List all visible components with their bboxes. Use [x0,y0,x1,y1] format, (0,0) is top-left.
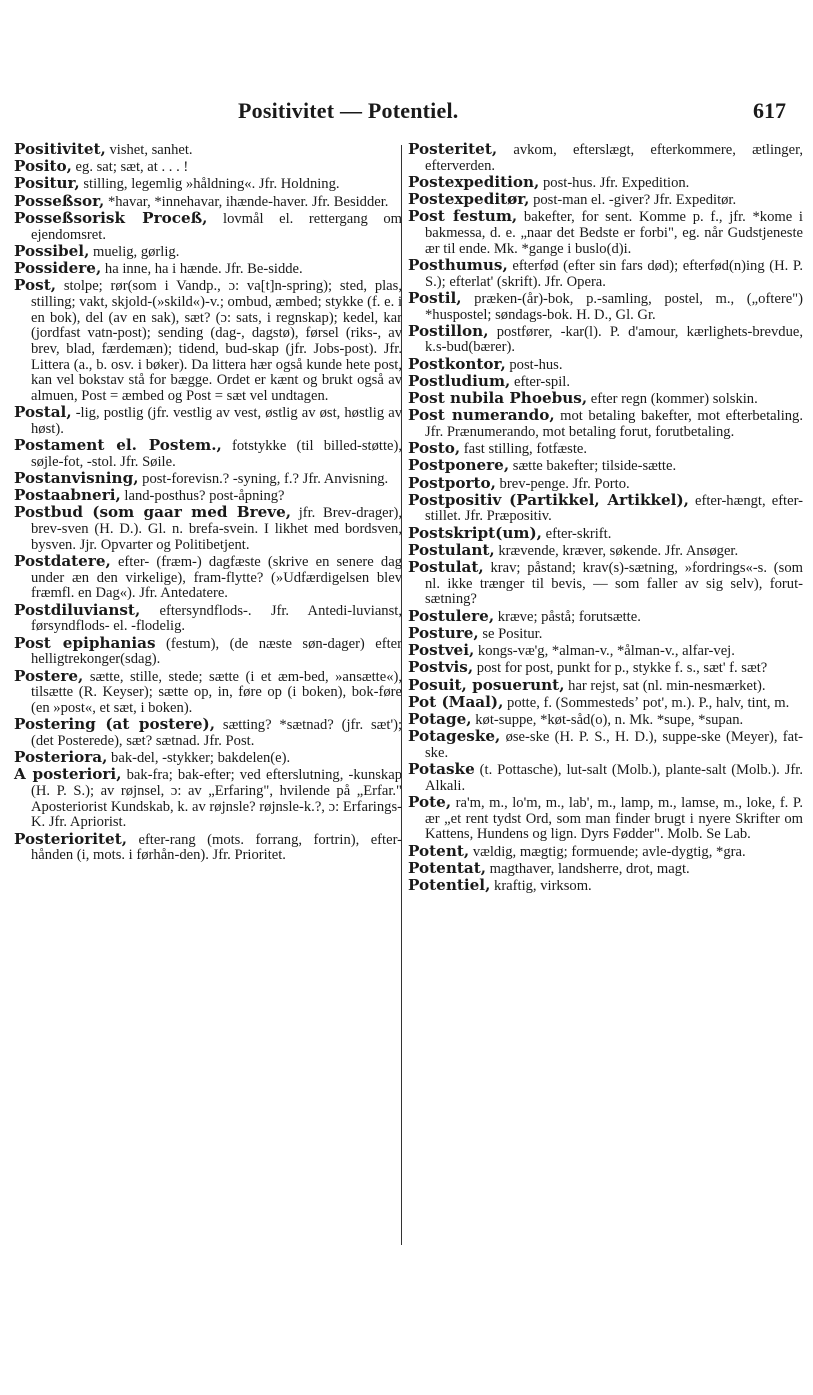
definition: brev-penge. Jfr. Porto. [495,475,630,492]
headword: Posteriora, [14,748,108,767]
running-head: Positivitet — Potentiel. [238,98,459,123]
definition: (festum), (de næste søn-dager) efter helligtrekonger(sdag). [31,635,402,668]
dictionary-entry [408,458,803,475]
definition: eftersyndflods-. Jfr. Antedi-luvianst, førsyndflods- el. -flodelig. [31,602,402,635]
headword: Potaske [408,760,475,779]
dictionary-entry [408,142,803,174]
headword: Postexpeditør, [408,190,530,209]
dictionary-entry [408,490,804,525]
definition: potte, f. (Sommestedsʼ pot', m.). P., halv, tint, m. [503,694,790,711]
headword: Post nubila Phoebus, [408,389,588,408]
definition: post-forevisn.? -syning, f.? Jfr. Anvisning. [138,471,389,488]
headword: Posthumus, [408,255,508,274]
definition: land-posthus? post-åpning? [120,488,285,505]
headword: Posterioritet, [14,829,128,848]
definition: kraftig, virksom. [490,877,592,894]
definition: efter-skrift. [541,525,612,542]
headword: Postering (at postere), [14,715,216,734]
page-number: 617 [753,98,786,123]
dictionary-entry [408,408,803,440]
dictionary-entry [408,192,803,209]
headword: Posto, [408,439,461,458]
headword: Postere, [14,666,84,685]
headword: Postament el. Postem., [14,436,222,455]
dictionary-entry [408,709,803,729]
dictionary-entry [14,142,402,159]
headword: Postludium, [408,371,511,390]
definition: efter- (fræm-) dagfæste (skrive en senere dag under æn den virkelige), fram-flytte? (»Udfærdigelsen blev fræmfl. en Dag«). Jfr. Antedatere. [31,554,402,602]
dictionary-entry [14,505,402,553]
definition: kongs-væ'g, *alman-v., *ålman-v., alfar-vej. [474,643,735,660]
dictionary-entry [14,666,402,717]
dictionary-entry [408,875,803,895]
definition: jfr. Brev-drager), brev-sven (H. D.). Gl. n. brefa-svein. I likhet med bordsven, bysven. Jjr. Opvarter og Politibetjent. [31,505,402,553]
dictionary-entry [14,600,402,635]
dictionary-entry [14,438,402,470]
dictionary-entry [408,523,803,543]
headword: Postaabneri, [14,486,121,505]
headword: Postpositiv (Partikkel, Artikkel), [408,490,689,509]
definition: post for post, punkt for p., stykke f. s., sæt' f. sæt? [473,660,768,677]
headword: Potentat, [408,858,487,877]
headword: Posture, [408,623,479,642]
definition: stilling, legemlig »håldning«. Jfr. Holdning. [79,176,340,193]
page-header [0,96,813,130]
dictionary-entry [408,762,803,794]
definition: bakefter, for sent. Komme p. f., jfr. *kome i bakmessa, d. e. „naar det Bedste er forbi", eg. når Gudstjeneste ær til ende. Mk. *gange i buslo(d)i. [425,209,803,257]
dictionary-entry [14,829,402,864]
definition: *havar, *innehavar, ihænde-haver. Jfr. Besidder. [104,193,389,210]
headword: Possibel, [14,241,90,260]
dictionary-entry [408,209,803,257]
definition: efter-spil. [510,373,570,390]
definition: avkom, efterslægt, efterkommere, ætlinger, efterverden. [425,142,803,174]
definition: mot betaling bakefter, mot efterbetaling. Jfr. Prænumerando, mot betaling forut, forutbetaling. [425,408,803,440]
definition: post-hus. Jfr. Expedition. [539,174,690,191]
dictionary-entry [408,675,803,695]
definition: præken-(år)-bok, p.-samling, postel, m., („oftere") *huspostel; søndags-bok. H. D., Gl. Gr. [425,290,803,323]
dictionary-entry [408,391,803,408]
definition: efter-hængt, efter-stillet. Jfr. Præpositiv. [425,492,804,525]
definition: efter regn (kommer) solskin. [587,391,758,408]
definition: magthaver, landsherre, drot, magt. [486,860,690,877]
dictionary-entry [408,606,803,626]
headword: Positur, [14,174,80,193]
headword: Potent, [408,841,470,860]
headword: Postskript(um), [408,523,542,542]
definition: har rejst, sat (nl. min-nesmærket). [564,677,766,694]
definition: lovmål el. rettergang om ejendomsret. [31,210,402,243]
definition: eg. sat; sæt, at . . . ! [71,159,189,176]
headword: Potage, [408,709,472,728]
dictionary-entry [14,633,402,668]
dictionary-entry [408,858,803,878]
headword: Postvis, [408,658,474,677]
dictionary-entry [14,717,402,749]
definition: bak-fra; bak-efter; ved efterslutning, -kunskap (H. P. S.); av røjnsel, ɔ: av „Erfaring", hvilende på „Erfar." Aposteriorist Kundskab, k. av røjnsle? røjnsle-k.?, ɔ: Erfarings-K. Jfr. Apriorist. [31,767,403,831]
definition: øse-ske (H. P. S., H. D.), suppe-ske (Meyer), fat-ske. [425,729,803,761]
headword: Post, [14,276,56,295]
definition: sætte bakefter; tilside-sætte. [509,458,677,475]
dictionary-entry [14,176,402,193]
headword: Posteritet, [408,140,498,158]
definition: ha inne, ha i hænde. Jfr. Be-sidde. [101,260,303,277]
definition: (t. Pottasche), lut-salt (Molb.), plante-salt (Molb.). Jfr. Alkali. [425,762,803,794]
headword: Potentiel, [408,875,491,894]
dictionary-entry [408,540,803,560]
dictionary-entry [408,660,803,677]
definition: post-man el. -giver? Jfr. Expeditør. [529,192,737,209]
headword: Positivitet, [14,140,106,158]
dictionary-entry [14,241,402,261]
left-column [14,142,402,864]
dictionary-entry [14,278,402,405]
headword: Postulere, [408,606,495,625]
definition: fast stilling, fotfæste. [460,441,588,458]
right-column [408,142,803,895]
definition: efterfød (efter sin fars død); efterfød(n)ing (H. P. S.); efterlat' (skrift). Jfr. Opera. [425,257,803,290]
dictionary-entry [408,288,803,323]
definition: -lig, postlig (jfr. vestlig av vest, østlig av øst, høstlig av høst). [31,405,402,437]
dictionary-entry [408,792,803,843]
definition: ra'm, m., lo'm, m., lab', m., lamp, m., lamse, m., loke, f. P. ær „et rent tydst Ord, som man finder brugt i nyere Skrifter om Kattens, Hundens og lign. Dyrs Fødder". Molb. Se Lab. [425,794,803,843]
dictionary-entry [14,471,402,488]
headword: Postulant, [408,540,495,559]
dictionary-entry [408,643,803,660]
dictionary-entry [408,623,803,643]
headword: Postexpedition, [408,172,540,191]
dictionary-entry [408,371,803,391]
headword: Post epiphanias [14,633,156,652]
dictionary-entry [408,560,803,608]
headword: Pot (Maal), [408,692,504,711]
headword: Posseßsor, [14,191,105,210]
dictionary-entry [408,321,803,356]
headword: Postillon, [408,321,489,340]
dictionary-entry [14,159,402,176]
dictionary-entry [14,258,402,278]
definition: se Positur. [478,625,543,642]
dictionary-entry [14,208,402,243]
dictionary-entry [14,750,402,767]
headword: Possidere, [14,258,102,277]
definition: køt-suppe, *køt-såd(o), n. Mk. *supe, *supan. [471,711,744,728]
dictionary-entry [408,354,803,374]
headword: Postkontor, [408,354,506,373]
definition: post-hus. [505,356,563,373]
headword: Post numerando, [408,406,555,425]
definition: bak-del, -stykker; bakdelen(e). [107,750,291,767]
definition: sætting? *sætnad? (jfr. sæt'); (det Posterede), sæt? sætnad. Jfr. Post. [31,717,402,749]
headword: Postulat, [408,558,484,577]
dictionary-entry [408,729,803,761]
headword: Postal, [14,403,72,422]
headword: A posteriori, [14,765,122,784]
headword: Pote, [408,792,452,811]
headword: Postil, [408,288,462,307]
definition: kræve; påstå; forutsætte. [494,608,641,625]
definition: stolpe; rør(som i Vandp., ɔ: va[t]n-spring); sted, plas, stilling; vakt, skjold-(»skild«)-v.; ombud, æmbed; stykke (f. e. i en bok), del (av en sak), sæt? (ɔ: sats, i regnskap); kedel, kar (jordfast vatn-post); sending (dag-, dagstø), førsel (riks-, av brev, blad, færdemæn); tidend, bud-skap (jfr. Jobs-post). Jfr. Littera (a., b. osv. i bøker). Da littera hær også kunde hete post, kan vel bokstav stå for bægge. Ordet er kænt og brukt også av almuen, Post = æmbed og Post = sæt vel undtagen. [31,278,402,405]
definition: krævende, kræver, søkende. Jfr. Ansøger. [494,542,739,559]
headword: Postbud (som gaar med Breve, [14,503,292,522]
headword: Postponere, [408,456,510,475]
definition: sætte, stille, stede; sætte (i et æm-bed, »ansætte«), tilsætte (R. Keyser); sætte op, in, føre op (i boken), bok-føre (en »post«, et sæt, i boken). [31,668,402,716]
headword: Potageske, [408,727,501,746]
headword: Postanvisning, [14,469,139,488]
dictionary-entry [14,405,402,437]
dictionary-entry [408,441,803,458]
headword: Postvei, [408,641,475,660]
dictionary-entry [408,841,803,861]
dictionary-entry [14,767,402,831]
definition: vishet, sanhet. [105,142,193,158]
headword: Post festum, [408,207,518,226]
definition: krav; påstand; krav(s)-sætning, »fordrings«-s. (som nl. ikke trænger til bevis, — som faller av sig selv), forut-sætning? [425,560,803,608]
dictionary-entry [408,692,803,712]
dictionary-entry [14,488,402,505]
headword: Postporto, [408,473,496,492]
dictionary-entry [14,554,402,602]
dictionary-entry [408,255,803,290]
dictionary-entry [408,473,803,493]
definition: muelig, gørlig. [89,243,180,260]
definition: fotstykke (til billed-støtte), søjle-fot, -stol. Jfr. Søile. [31,438,402,470]
definition: vældig, mægtig; formuende; avle-dygtig, *gra. [469,843,746,860]
headword: Posseßsorisk Proceß, [14,208,208,227]
definition: postfører, -kar(l). P. d'amour, kærlighets-brevdue, k.s-bud(bærer). [425,323,803,356]
dictionary-entry [14,191,402,211]
headword: Postdatere, [14,552,111,571]
headword: Postdiluvianst, [14,600,141,619]
headword: Posito, [14,157,72,176]
definition: efter-rang (mots. forrang, fortrin), efter-hånden (i, mots. i førhån-den). Jfr. Prioritet. [31,831,402,864]
headword: Posuit, posuerunt, [408,675,565,694]
dictionary-entry [408,172,803,192]
